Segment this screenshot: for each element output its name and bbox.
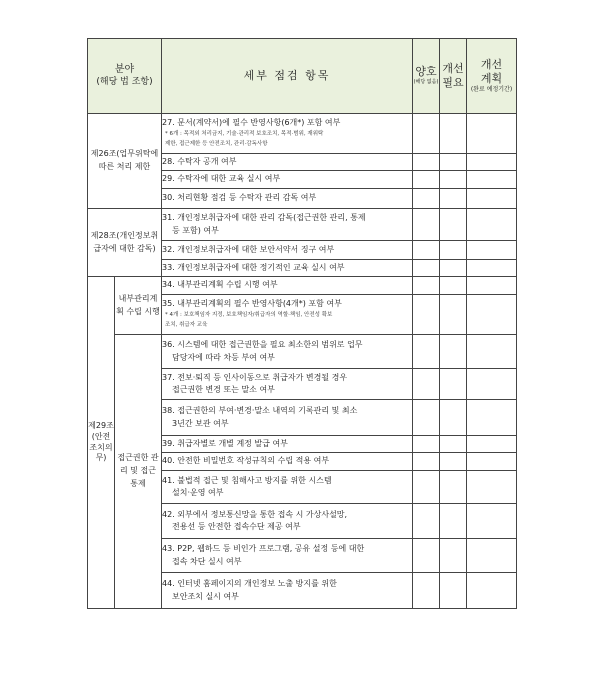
item-37 <box>162 369 413 400</box>
item-35-text: 35. 내부관리계획의 필수 반영사항(4개*) 포함 여부 <box>162 299 342 309</box>
ok-cell-40[interactable] <box>413 453 440 471</box>
item-38 <box>162 400 413 436</box>
item-43 <box>162 539 413 573</box>
ok-cell-34[interactable] <box>413 277 440 295</box>
header-field-sub: (해당 법 조항) <box>96 77 153 87</box>
item-27-note-1: * 6개 : 목적외 처리금지, 기술·관리적 보호조치, 목적·범위, 재위탁 <box>165 130 324 137</box>
ok-cell-43[interactable] <box>413 539 440 573</box>
ok-cell-27[interactable] <box>413 114 440 154</box>
item-32: 32. 개인정보취급자에 대한 보안서약서 징구 여부 <box>162 241 413 260</box>
need-cell-43[interactable] <box>440 539 467 573</box>
plan-cell-29[interactable] <box>467 171 517 189</box>
header-need-label-2: 필요 <box>442 76 464 89</box>
ok-cell-30[interactable] <box>413 189 440 209</box>
plan-cell-27[interactable] <box>467 114 517 154</box>
item-37-text-b: 접근권한 변경 또는 말소 여부 <box>172 385 275 394</box>
ok-cell-36[interactable] <box>413 335 440 369</box>
ok-cell-29[interactable] <box>413 171 440 189</box>
item-38-text-a: 38. 접근권한의 부여·변경·말소 내역의 기록관리 및 최소 <box>162 406 358 416</box>
plan-cell-39[interactable] <box>467 436 517 453</box>
need-cell-33[interactable] <box>440 260 467 277</box>
item-44 <box>162 573 413 609</box>
item-34: 34. 내부관리계획 수립 시행 여부 <box>162 277 413 295</box>
need-cell-34[interactable] <box>440 277 467 295</box>
plan-cell-34[interactable] <box>467 277 517 295</box>
ok-cell-42[interactable] <box>413 504 440 539</box>
need-cell-36[interactable] <box>440 335 467 369</box>
group-art26: 제26조(업무위탁에 따른 처리 제한 <box>88 114 162 209</box>
header-plan-label-2: 계획 <box>480 71 503 85</box>
ok-cell-38[interactable] <box>413 400 440 436</box>
header-field-label: 분야 <box>114 63 135 75</box>
table-row <box>88 277 517 295</box>
item-42-text-b: 전용선 등 안전한 접속수단 제공 여부 <box>172 522 301 531</box>
item-35-note-1: * 4개 : 보호책임자 지정, 보호책임자/취급자의 역할·책임, 안전성 확보 <box>165 311 333 318</box>
header-plan-label-1: 개선 <box>480 57 503 71</box>
group-art28: 제28조(개인정보취급자에 대한 감독) <box>88 209 162 277</box>
item-38-text-b: 3년간 보관 여부 <box>172 418 229 428</box>
header-ok-sub: (해당 없음) <box>413 79 439 86</box>
plan-cell-31[interactable] <box>467 209 517 241</box>
plan-cell-40[interactable] <box>467 453 517 471</box>
item-33: 33. 개인정보취급자에 대한 정기적인 교육 실시 여부 <box>162 260 413 277</box>
header-plan-sub: (완료 예정기간) <box>470 86 513 94</box>
ok-cell-31[interactable] <box>413 209 440 241</box>
ok-cell-37[interactable] <box>413 369 440 400</box>
ok-cell-39[interactable] <box>413 436 440 453</box>
item-41-text-b: 설치·운영 여부 <box>172 488 224 497</box>
item-31-text-b: 등 포함) 여부 <box>172 225 219 235</box>
header-field <box>88 39 162 114</box>
plan-cell-37[interactable] <box>467 369 517 400</box>
need-cell-44[interactable] <box>440 573 467 609</box>
item-42-text-a: 42. 외부에서 정보통신망을 통한 접속 시 가상사설망, <box>162 509 348 519</box>
item-41-text-a: 41. 불법적 접근 및 침해사고 방지를 위한 시스템 <box>162 475 332 485</box>
header-ok <box>413 39 440 114</box>
plan-cell-42[interactable] <box>467 504 517 539</box>
item-29: 29. 수탁자에 대한 교육 실시 여부 <box>162 171 413 189</box>
item-36-text-a: 36. 시스템에 대한 접근권한을 필요 최소한의 범위로 업무 <box>162 340 363 350</box>
item-36 <box>162 335 413 369</box>
group-art29: 제29조(안전조치의무) <box>88 277 115 609</box>
table-row <box>88 114 517 154</box>
need-cell-35[interactable] <box>440 295 467 335</box>
need-cell-30[interactable] <box>440 189 467 209</box>
plan-cell-33[interactable] <box>467 260 517 277</box>
item-43-text-b: 접속 차단 실시 여부 <box>172 556 242 566</box>
need-cell-39[interactable] <box>440 436 467 453</box>
plan-cell-43[interactable] <box>467 539 517 573</box>
need-cell-40[interactable] <box>440 453 467 471</box>
plan-cell-41[interactable] <box>467 471 517 504</box>
header-row <box>88 39 517 114</box>
group-art29-sub2: 접근권한 관리 및 접근 통제 <box>115 335 162 609</box>
need-cell-41[interactable] <box>440 471 467 504</box>
plan-cell-32[interactable] <box>467 241 517 260</box>
item-31-text-a: 31. 개인정보취급자에 대한 관리 감독(접근권한 관리, 통제 <box>162 213 366 223</box>
need-cell-38[interactable] <box>440 400 467 436</box>
ok-cell-41[interactable] <box>413 471 440 504</box>
item-43-text-a: 43. P2P, 웹하드 등 비인가 프로그램, 공유 설정 등에 대한 <box>162 544 365 554</box>
header-item: 세부 점검 항목 <box>162 39 413 114</box>
ok-cell-33[interactable] <box>413 260 440 277</box>
need-cell-42[interactable] <box>440 504 467 539</box>
item-35 <box>162 295 413 335</box>
header-need <box>440 39 467 114</box>
need-cell-32[interactable] <box>440 241 467 260</box>
plan-cell-36[interactable] <box>467 335 517 369</box>
item-27 <box>162 114 413 154</box>
item-37-text-a: 37. 전보·퇴직 등 인사이동으로 취급자가 변경될 경우 <box>162 372 348 382</box>
need-cell-31[interactable] <box>440 209 467 241</box>
item-44-text-a: 44. 인터넷 홈페이지의 개인정보 노출 방지를 위한 <box>162 579 337 589</box>
item-27-note-2: 제한, 접근제한 등 안전조치, 관리·감독사항 <box>165 140 268 147</box>
table-row <box>88 335 517 369</box>
item-35-note-2: 조치, 취급자 교육 <box>165 321 208 328</box>
need-cell-28[interactable] <box>440 154 467 171</box>
item-42 <box>162 504 413 539</box>
header-plan <box>467 39 517 114</box>
item-39: 39. 취급자별로 개별 계정 발급 여부 <box>162 436 413 453</box>
header-need-label-1: 개선 <box>442 62 464 76</box>
item-40: 40. 안전한 비밀번호 작성규칙의 수립 적용 여부 <box>162 453 413 471</box>
item-41 <box>162 471 413 504</box>
group-art29-sub1: 내부관리계획 수립 시행 <box>115 277 162 335</box>
ok-cell-44[interactable] <box>413 573 440 609</box>
plan-cell-38[interactable] <box>467 400 517 436</box>
header-ok-label: 양호 <box>415 65 437 79</box>
item-36-text-b: 담당자에 따라 차등 부여 여부 <box>172 352 275 362</box>
item-27-text: 27. 문서(계약서)에 필수 반영사항(6개*) 포함 여부 <box>162 118 341 128</box>
plan-cell-30[interactable] <box>467 189 517 209</box>
plan-cell-28[interactable] <box>467 154 517 171</box>
ok-cell-35[interactable] <box>413 295 440 335</box>
ok-cell-32[interactable] <box>413 241 440 260</box>
item-44-text-b: 보안조치 실시 여부 <box>172 591 239 601</box>
ok-cell-28[interactable] <box>413 154 440 171</box>
need-cell-29[interactable] <box>440 171 467 189</box>
plan-cell-35[interactable] <box>467 295 517 335</box>
item-30: 30. 처리현황 점검 등 수탁자 관리 감독 여부 <box>162 189 413 209</box>
checklist-table <box>87 38 517 609</box>
item-31 <box>162 209 413 241</box>
table-row <box>88 209 517 241</box>
need-cell-37[interactable] <box>440 369 467 400</box>
need-cell-27[interactable] <box>440 114 467 154</box>
plan-cell-44[interactable] <box>467 573 517 609</box>
item-28: 28. 수탁자 공개 여부 <box>162 154 413 171</box>
